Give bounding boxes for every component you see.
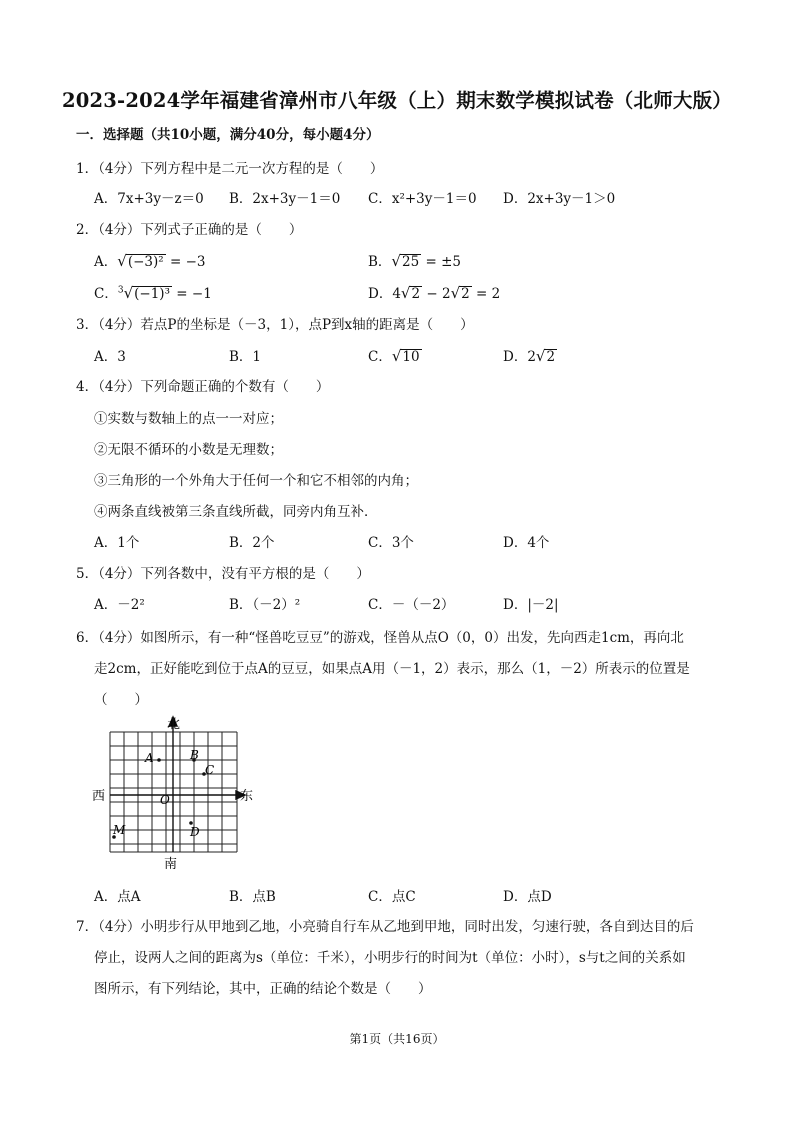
q2-d-rest: = 2: [471, 286, 501, 302]
point-m-label: M: [113, 823, 126, 837]
q4-option-b: B．2个: [229, 535, 275, 551]
q2-b-radicand: 25: [401, 254, 420, 270]
q2-option-d: [368, 282, 500, 302]
point-o-label: O: [160, 793, 170, 807]
q3-d-label: D．2: [503, 349, 536, 365]
page-footer: 第1页（共16页）: [349, 1032, 445, 1046]
q6-option-d: D．点D: [503, 889, 552, 905]
q2-d-coef2: − 2: [422, 286, 451, 302]
q1-option-d: D．2x+3y－1＞0: [503, 191, 616, 207]
q3-d-radicand: 2: [546, 349, 556, 365]
radical-sign: √: [123, 284, 134, 302]
q2-b-rest: = ±5: [425, 254, 461, 270]
q2-d-radicand1: 2: [411, 286, 421, 302]
q7-stem-line2: 停止，设两人之间的距离为s（单位：千米），小明步行的时间为t（单位：小时），s与t之间的关系如: [94, 950, 686, 966]
q2-a-label: A．: [94, 254, 118, 270]
q1-option-c: C．x²+3y－1＝0: [368, 191, 477, 207]
q6-option-c: C．点C: [368, 889, 416, 905]
q6-stem-line3: （ ）: [94, 692, 148, 708]
south-label: 南: [164, 857, 178, 872]
q2-d-radicand2: 2: [461, 286, 470, 302]
q5-option-a: A．－2²: [94, 597, 145, 613]
radical-sign: √: [391, 252, 401, 270]
q1-option-a: A．7x+3y－z＝0: [94, 191, 204, 207]
q5-stem: 5．（4分）下列各数中，没有平方根的是（ ）: [76, 566, 370, 582]
q6-option-a: A．点A: [94, 889, 141, 905]
radical-sign: √: [450, 284, 461, 302]
q5-option-c: C．－（－2）: [368, 597, 455, 613]
radical-sign: √: [117, 252, 127, 270]
axis-arrows: [110, 717, 245, 852]
q3-option-b: B．1: [229, 349, 262, 365]
radical-sign: √: [391, 347, 402, 365]
q2-b-label: B．: [368, 254, 392, 270]
q1-stem: 1．（4分）下列方程中是二元一次方程的是（ ）: [76, 161, 384, 177]
q2-option-c: [94, 282, 212, 302]
east-label: 东: [240, 789, 254, 804]
q4-option-a: A．1个: [94, 535, 140, 551]
q2-c-label: C．: [94, 286, 118, 302]
q4-stem: 4．（4分）下列命题正确的个数有（ ）: [76, 379, 330, 395]
q3-option-c: [368, 345, 422, 365]
q3-option-d: [503, 345, 557, 365]
q4-statement-2: ②无限不循环的小数是无理数；: [94, 442, 283, 458]
q2-a-rest: = −3: [169, 254, 206, 270]
q2-option-a: [94, 250, 205, 270]
section-heading: 一．选择题（共10小题，满分40分，每小题4分）: [76, 127, 380, 143]
q6-stem-line1: 6．（4分）如图所示，有一种“怪兽吃豆豆”的游戏，怪兽从点O（0，0）出发，先向西走1cm，再向北: [76, 630, 684, 646]
q4-statement-4: ④两条直线被第三条直线所截，同旁内角互补．: [94, 504, 378, 520]
q2-c-rest: = −1: [176, 286, 212, 302]
west-label: 西: [92, 789, 106, 804]
q5-option-d: D．|－2|: [503, 597, 559, 613]
page-title: 2023-2024学年福建省漳州市八年级（上）期末数学模拟试卷（北师大版）: [61, 89, 733, 112]
q3-c-radicand: 10: [402, 349, 420, 365]
q2-d-label: D．: [368, 286, 393, 302]
q7-stem-line1: 7．（4分）小明步行从甲地到乙地，小亮骑自行车从乙地到甲地，同时出发，匀速行驶，各自到达目的后: [76, 919, 694, 935]
q1-option-b: B．2x+3y－1＝0: [229, 191, 341, 207]
q6-stem-line2: 走2cm，正好能吃到位于点A的豆豆，如果点A用（－1，2）表示，那么（1，－2）所表示的位置是: [94, 661, 690, 677]
point-d-label: D: [190, 825, 200, 839]
q3-option-a: A．3: [94, 349, 126, 365]
q4-option-c: C．3个: [368, 535, 414, 551]
q6-grid-figure: [88, 712, 268, 874]
q2-c-index: 3: [117, 285, 124, 296]
q3-c-label: C．: [368, 349, 392, 365]
q4-statement-3: ③三角形的一个外角大于任何一个和它不相邻的内角；: [94, 473, 418, 489]
north-label: 北: [167, 717, 181, 732]
q2-c-radicand: (−1)³: [134, 286, 170, 302]
q2-a-radicand: (−3)²: [127, 254, 164, 270]
q4-option-d: D．4个: [503, 535, 550, 551]
radical-sign: √: [400, 284, 411, 302]
q7-stem-line3: 图所示，有下列结论，其中，正确的结论个数是（ ）: [94, 981, 432, 997]
point-b-label: B: [190, 748, 199, 762]
q2-option-b: [368, 250, 461, 270]
q4-statement-1: ①实数与数轴上的点一一对应；: [94, 411, 283, 427]
q6-option-b: B．点B: [229, 889, 276, 905]
point-a-label: A: [145, 751, 154, 765]
point-c-label: C: [205, 763, 215, 777]
q2-stem: 2．（4分）下列式子正确的是（ ）: [76, 222, 303, 238]
q3-stem: 3．（4分）若点P的坐标是（－3，1），点P到x轴的距离是（ ）: [76, 317, 474, 333]
q2-d-coef1: 4: [392, 286, 401, 302]
radical-sign: √: [535, 347, 546, 365]
q5-option-b: B．（－2）²: [229, 597, 301, 613]
